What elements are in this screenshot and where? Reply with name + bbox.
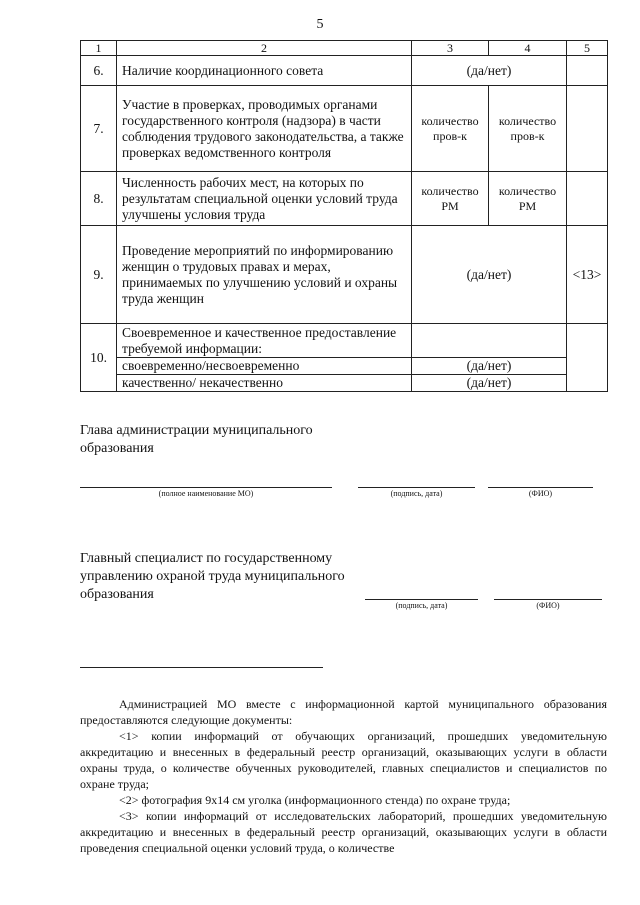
signature2-sign-caption: (подпись, дата) [395,601,448,610]
row-value-col4: количество пров-к [489,86,567,172]
header-cell: 2 [117,41,412,56]
row-text: Наличие координационного совета [117,56,412,86]
indicators-table [80,40,608,392]
footnote-separator [80,667,323,668]
row-value-col3: количество пров-к [412,86,489,172]
footnote-2: <2> фотография 9х14 см уголка (информационного стенда) по охране труда; [119,793,511,807]
table-header-row [81,41,608,56]
table-subrow [81,358,608,375]
row-text: Своевременное и качественное предоставление требуемой информации: [117,324,412,358]
footnote-1: <1> копии информаций от обучающих организаций, прошедших уведомительную аккредитацию и внесенных в федеральный реестр организаций, оказывающих услуги в области охраны труда, о количестве обученных руководителей, главных специалистов и специалистов по охране труда; [80,729,607,791]
subrow-value: (да/нет) [412,375,567,392]
row-number: 10. [81,324,117,392]
table-row [81,86,608,172]
row-note [567,172,608,226]
signature1-sign-line [358,487,475,488]
signature2-fio-caption: (ФИО) [536,601,560,610]
subrow-text: своевременно/несвоевременно [117,358,412,375]
subrow-text: качественно/ некачественно [117,375,412,392]
footnotes-intro: Администрацией МО вместе с информационной картой муниципального образования предоставляются следующие документы: [80,697,607,727]
subrow-value: (да/нет) [412,358,567,375]
row-text: Численность рабочих мест, на которых по результатам специальной оценки условий труда улучшены условия труда [117,172,412,226]
row-note [567,56,608,86]
row-text: Участие в проверках, проводимых органами государственного контроля (надзора) в части соблюдения трудового законодательства, а также проверках ведомственного контроля [117,86,412,172]
row-value: (да/нет) [412,56,567,86]
table-row [81,172,608,226]
footnote-3: <3> копии информаций от исследовательских лабораторий, прошедших уведомительную аккредитацию и внесенных в федеральный реестр организаций, оказывающих услуги в области проведения специальной оценки условий труда, о количестве [80,809,607,855]
signature2-fio-line [494,599,602,600]
header-cell: 1 [81,41,117,56]
row-value-col4: количество РМ [489,172,567,226]
row-number: 9. [81,226,117,324]
row-text: Проведение мероприятий по информированию женщин о трудовых правах и мерах, принимаемых по улучшению условий и охраны труда женщин [117,226,412,324]
table-row [81,226,608,324]
signature2-sign-line [365,599,478,600]
row-value [412,324,567,358]
signature1-title: Глава администрации муниципального образования [80,423,313,456]
signature1-name-line [80,487,332,488]
footnotes-block [80,696,607,856]
row-note [567,86,608,172]
row-note: <13> [567,226,608,324]
row-value: (да/нет) [412,226,567,324]
header-cell: 5 [567,41,608,56]
table-row [81,56,608,86]
table-subrow [81,375,608,392]
row-value-col3: количество РМ [412,172,489,226]
signature1-fio-line [488,487,593,488]
header-cell: 3 [412,41,489,56]
row-number: 6. [81,56,117,86]
signature1-sign-caption: (подпись, дата) [390,489,443,498]
row-note [567,324,608,392]
signature1-fio-caption: (ФИО) [528,489,553,498]
header-cell: 4 [489,41,567,56]
row-number: 7. [81,86,117,172]
page-number: 5 [316,17,324,32]
signature1-name-caption: (полное наименование МО) [158,489,254,498]
signature2-title: Главный специалист по государственному управлению охраной труда муниципального образования [80,551,345,602]
table-row [81,324,608,358]
row-number: 8. [81,172,117,226]
